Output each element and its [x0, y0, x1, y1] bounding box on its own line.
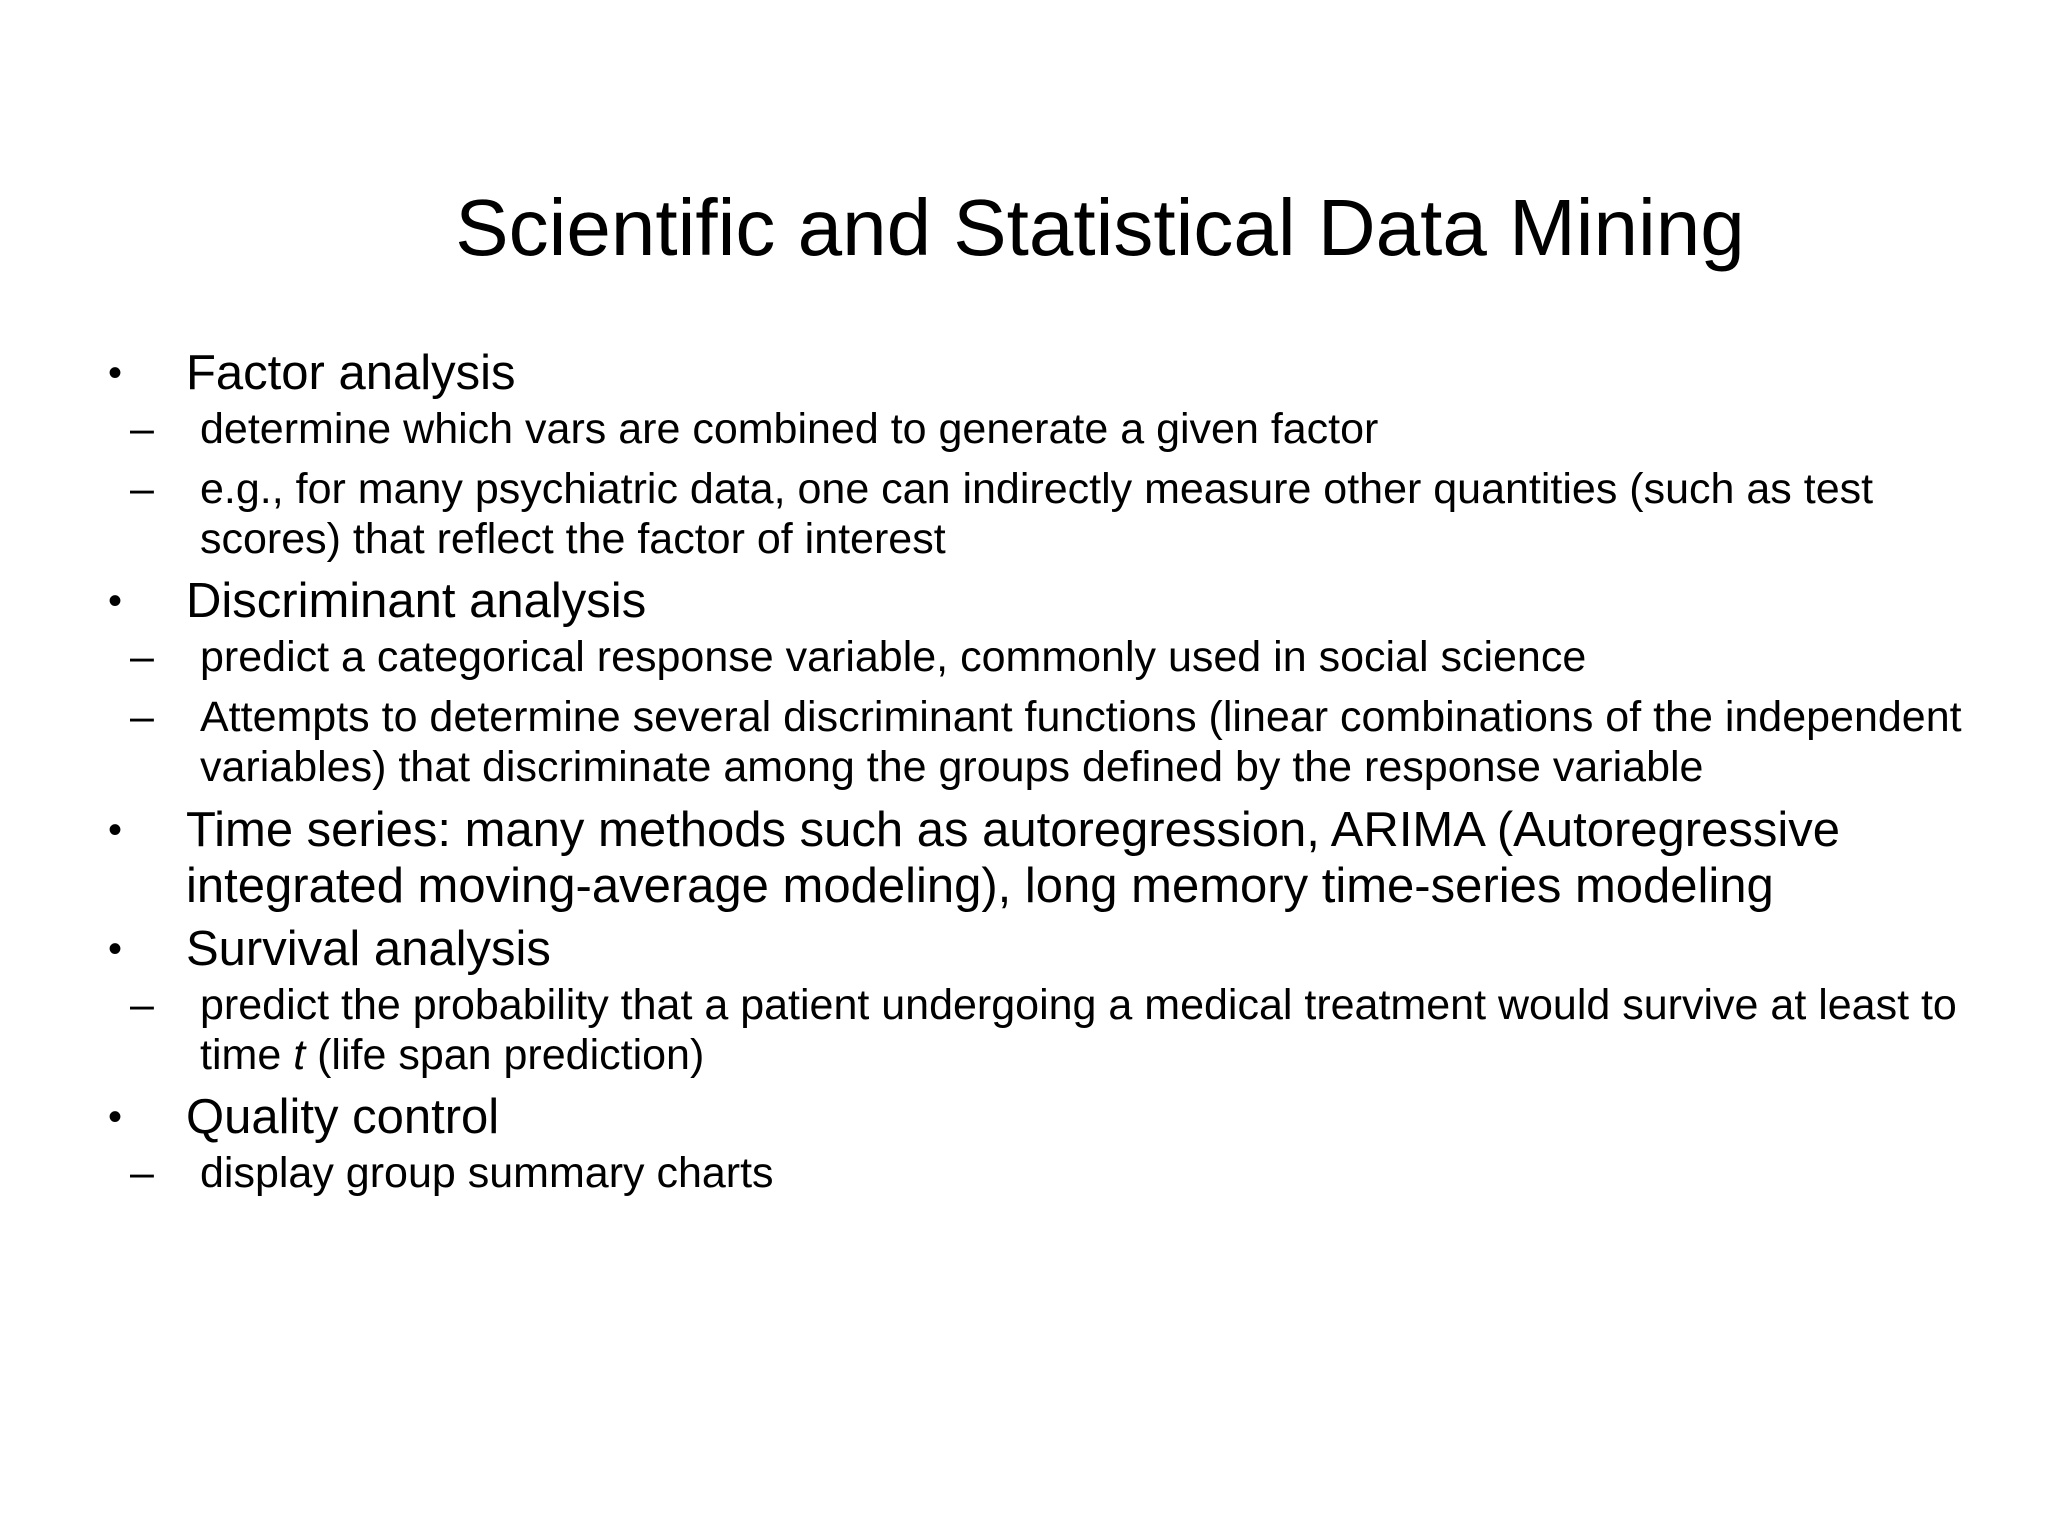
sub-bullet — [30, 632, 1968, 682]
bullet-list — [108, 346, 1968, 1208]
dash-icon: – — [130, 465, 154, 513]
time-variable: t — [293, 1031, 306, 1079]
sub-bullet — [30, 692, 1968, 792]
dash-icon: – — [130, 1149, 154, 1197]
sub-bullet-text: predict a categorical response variable, commonly used in social science — [200, 633, 1587, 681]
bullet-text: Survival analysis — [186, 922, 551, 976]
list-item-discriminant-analysis — [108, 574, 1968, 792]
bullet — [108, 574, 1968, 628]
sub-bullet — [30, 980, 1968, 1080]
bullet-text: Factor analysis — [186, 346, 516, 400]
sub-bullet-text: Attempts to determine several discriminant functions (linear combinations of the independent variables) that discriminate among the groups defined by the response variable — [200, 693, 1962, 791]
dash-icon: – — [130, 633, 154, 681]
list-item-survival-analysis — [108, 922, 1968, 1080]
list-item-quality-control — [108, 1090, 1968, 1198]
bullet — [108, 1090, 1968, 1144]
sub-bullet-text: determine which vars are combined to generate a given factor — [200, 405, 1379, 453]
sub-bullet — [30, 404, 1968, 454]
dash-icon: – — [130, 981, 154, 1029]
slide-title: Scientific and Statistical Data Mining — [455, 183, 1745, 272]
bullet-dot-icon: • — [108, 579, 123, 623]
bullet-text: Quality control — [186, 1090, 500, 1144]
bullet-dot-icon: • — [108, 351, 123, 395]
sub-bullet-text: e.g., for many psychiatric data, one can indirectly measure other quantities (such as test scores) that reflect the factor of interest — [200, 465, 1874, 563]
list-item-factor-analysis — [108, 346, 1968, 564]
bullet-dot-icon: • — [108, 808, 123, 852]
list-item-time-series — [108, 802, 1968, 914]
sub-bullet — [30, 1148, 1968, 1198]
bullet-dot-icon: • — [108, 1095, 123, 1139]
dash-icon: – — [130, 405, 154, 453]
dash-icon: – — [130, 693, 154, 741]
bullet — [108, 346, 1968, 400]
sub-text-after: (life span prediction) — [305, 1031, 705, 1079]
sub-bullet-text: display group summary charts — [200, 1149, 774, 1197]
bullet-dot-icon: • — [108, 927, 123, 971]
sub-bullet — [30, 464, 1968, 564]
bullet — [108, 922, 1968, 976]
bullet — [108, 802, 1968, 914]
sub-text-before: predict the probability that a patient undergoing a medical treatment would survive at least to time — [200, 981, 1957, 1079]
bullet-text: Time series: many methods such as autoregression, ARIMA (Autoregressive integrated moving-average modeling), long memory time-series modeling — [186, 803, 1840, 913]
bullet-text: Discriminant analysis — [186, 574, 647, 628]
sub-bullet-text — [200, 980, 1968, 1080]
